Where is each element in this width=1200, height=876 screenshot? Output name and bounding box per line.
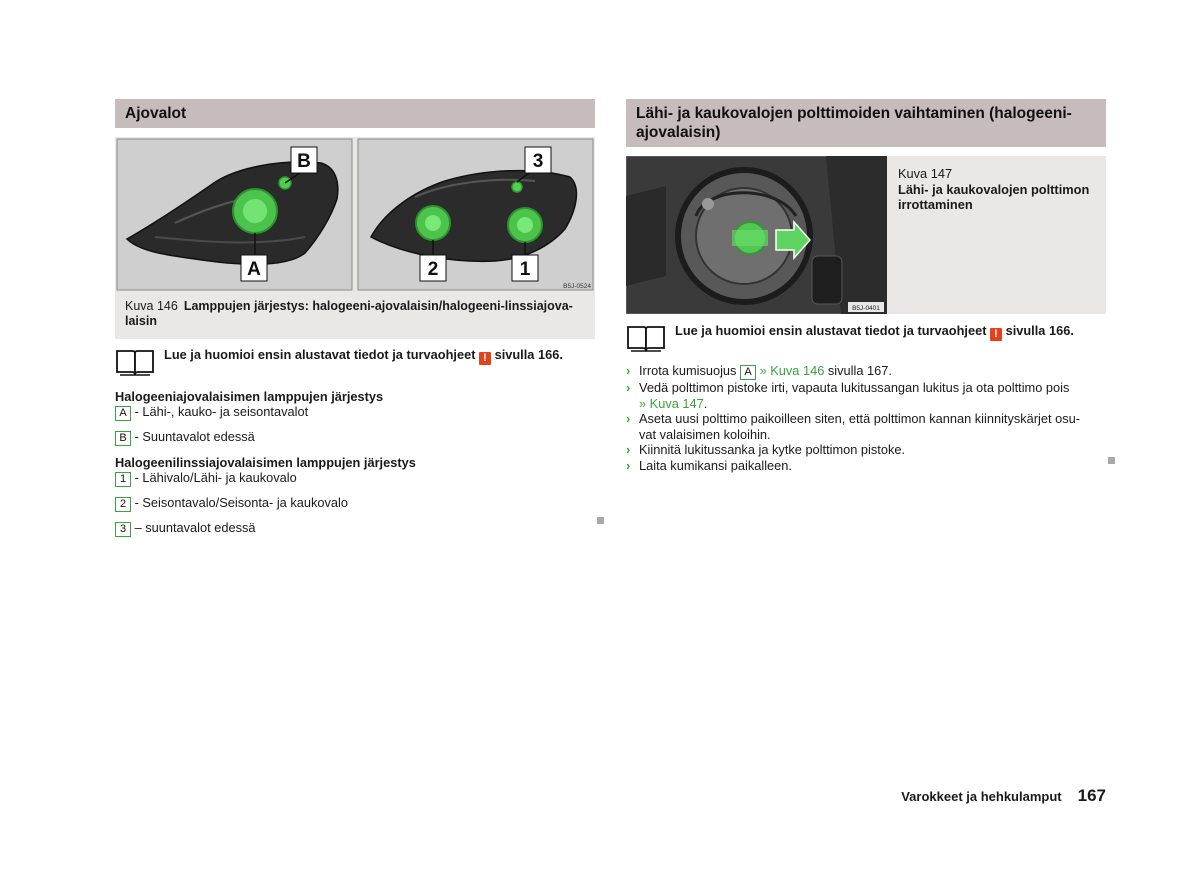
group-title: Halogeenilinssiajovalaisimen lamppujen järjestys: [115, 455, 416, 470]
section-heading: Ajovalot: [115, 99, 595, 128]
list-item-text: - Suuntavalot edessä: [134, 429, 255, 444]
figure-code: B5J-0401: [852, 305, 880, 312]
list-item-text: - Seisontavalo/Seisonta- ja kaukovalo: [134, 495, 348, 510]
callout-3: 3: [532, 151, 544, 172]
step-text: Vedä polttimon pistoke irti, vapauta lukitussangan lukitus ja ota polttimo pois: [639, 380, 1070, 395]
page-number: 167: [1077, 786, 1106, 805]
figure-caption-text: Lamppujen järjestys: halogeeni-ajovalaisin/halogeeni-linssiajova-laisin: [125, 299, 573, 328]
list-item: [115, 520, 595, 537]
footer-section-title: Varokkeet ja hehkulamput: [901, 789, 1062, 804]
note-text: Lue ja huomioi ensin alustavat tiedot ja turvaohjeet: [675, 323, 987, 338]
list-item-text: - Lähi-, kauko- ja seisontavalot: [134, 404, 309, 419]
list-item: [115, 429, 595, 446]
safety-note: [115, 347, 595, 377]
key-badge: A: [115, 406, 131, 421]
figure-number: Kuva 146: [125, 299, 178, 313]
section-heading: [626, 99, 1106, 147]
callout-A: A: [247, 259, 261, 280]
list-item: [115, 495, 595, 512]
key-badge: B: [115, 431, 131, 446]
safety-note: [626, 323, 1106, 353]
key-badge: A: [740, 365, 756, 380]
step-text: .: [703, 395, 708, 411]
section-end-mark: [1108, 457, 1115, 464]
callout-1: 1: [519, 259, 531, 280]
note-page-ref[interactable]: sivulla 166.: [1005, 323, 1074, 338]
step-text: Irrota kumisuojus: [639, 363, 737, 378]
step-arrow-icon: ›: [626, 411, 631, 426]
figure-link[interactable]: » Kuva 146: [759, 363, 825, 378]
figure-number: Kuva 147: [898, 166, 953, 181]
step-item: [626, 411, 1106, 442]
book-icon: [626, 323, 666, 353]
figure-link[interactable]: » Kuva 147: [639, 395, 704, 411]
step-item: [626, 458, 1106, 474]
instruction-steps: [626, 363, 1106, 473]
figure-caption: [898, 166, 1089, 213]
group-title: Halogeeniajovalaisimen lamppujen järjestys: [115, 389, 384, 404]
figure-code: B5J-0524: [563, 283, 591, 290]
step-arrow-icon: ›: [626, 457, 631, 473]
list-item: [115, 404, 595, 421]
step-text: sivulla 167.: [827, 363, 892, 378]
book-icon: [115, 347, 155, 377]
figure-caption: [125, 299, 585, 329]
warning-icon: !: [479, 352, 491, 365]
bulb-removal-photo: [626, 156, 887, 314]
figure-146: [115, 137, 595, 339]
key-badge: 1: [115, 472, 131, 487]
safety-note-text: [675, 323, 1074, 341]
lamp-order-lens: [115, 455, 595, 537]
list-item-text: – suuntavalot edessä: [134, 520, 256, 535]
step-item: [626, 442, 1106, 458]
figure-title-line: Lähi- ja kaukovalojen polttimon: [898, 181, 1090, 197]
page-footer: [901, 786, 1106, 806]
figure-title-line: irrottaminen: [898, 197, 973, 212]
note-page-ref[interactable]: sivulla 166.: [494, 347, 563, 362]
left-column: [115, 99, 595, 537]
callout-2: 2: [427, 259, 439, 280]
step-arrow-icon: ›: [626, 442, 631, 457]
warning-icon: !: [990, 328, 1002, 341]
key-badge: 3: [115, 522, 131, 537]
heading-line: Lähi- ja kaukovalojen polttimoiden vaihtaminen (halogeeni-: [636, 105, 1072, 122]
step-text: Laita kumikansi paikalleen.: [639, 457, 792, 473]
safety-note-text: [164, 347, 563, 365]
list-item-text: - Lähivalo/Lähi- ja kaukovalo: [134, 470, 297, 485]
step-item: [626, 363, 1106, 380]
right-column: [626, 99, 1106, 473]
step-text: Kiinnitä lukitussanka ja kytke polttimon pistoke.: [639, 442, 906, 457]
key-badge: 2: [115, 497, 131, 512]
note-text: Lue ja huomioi ensin alustavat tiedot ja turvaohjeet: [164, 347, 476, 362]
heading-line: ajovalaisin): [636, 124, 721, 141]
section-end-mark: [597, 517, 604, 524]
list-item: [115, 470, 595, 487]
figure-147: [626, 156, 1106, 314]
step-arrow-icon: ›: [626, 380, 631, 395]
headlight-photos: [115, 137, 595, 292]
lamp-order-halogen: [115, 389, 595, 446]
step-text: vat valaisimen koloihin.: [639, 426, 771, 442]
callout-B: B: [297, 151, 311, 172]
step-text: Aseta uusi polttimo paikoilleen siten, että polttimon kannan kiinnityskärjet osu-: [639, 411, 1081, 426]
step-arrow-icon: ›: [626, 363, 631, 378]
step-item: [626, 380, 1106, 411]
